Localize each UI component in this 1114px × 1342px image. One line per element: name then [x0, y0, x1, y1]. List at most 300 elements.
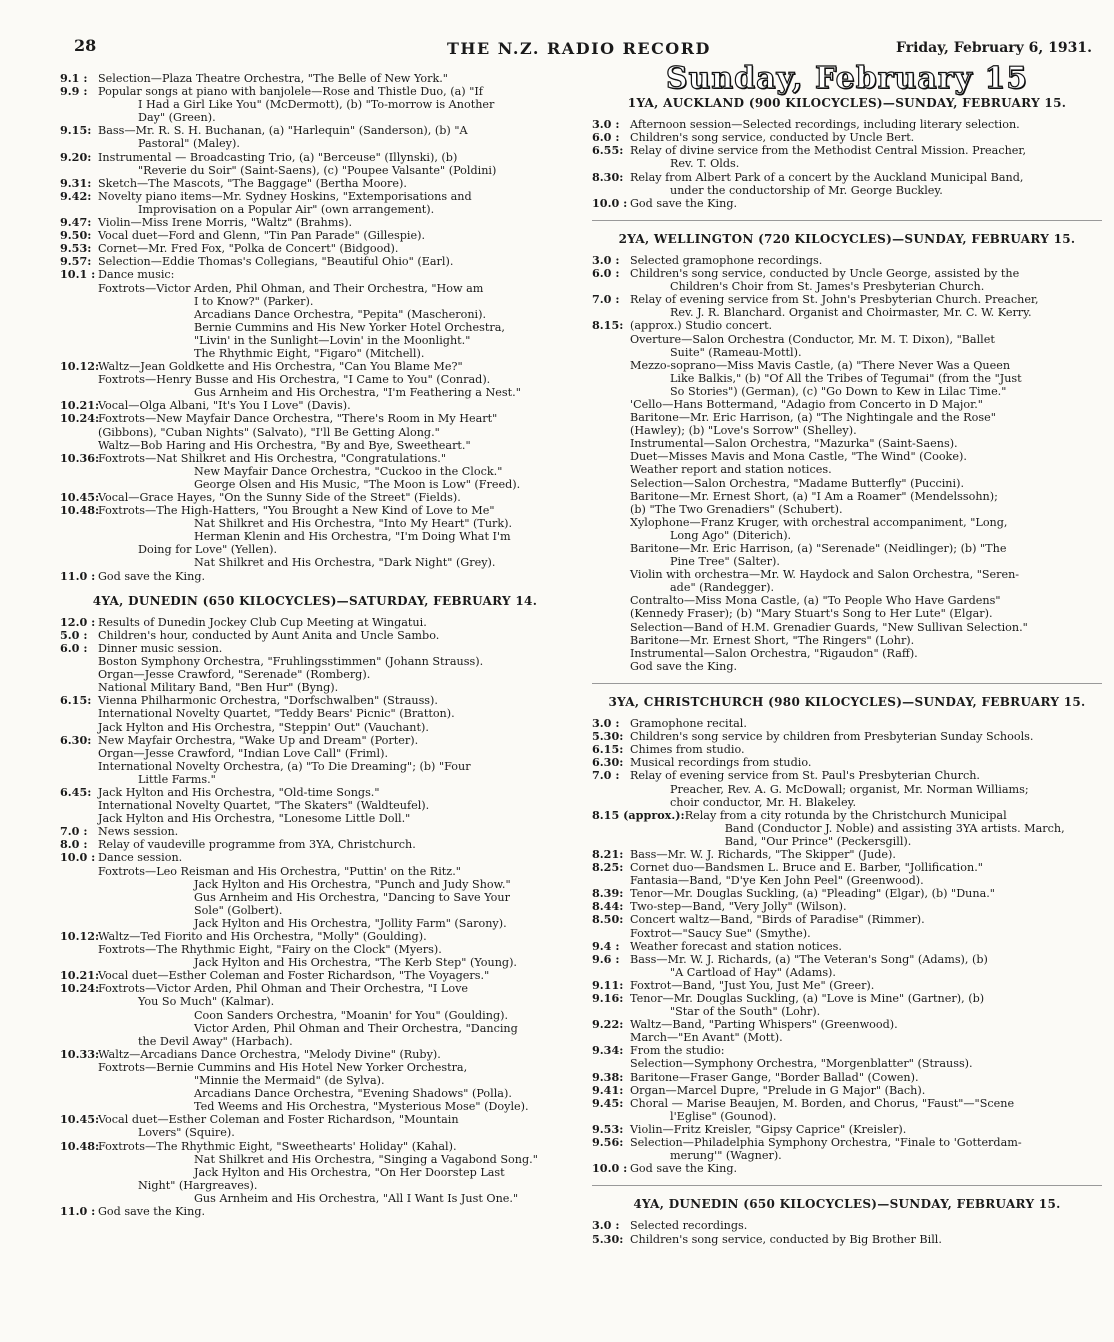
- schedule-entry: [60, 930, 570, 969]
- entry-time: 6.0 :: [592, 266, 620, 281]
- entry-line: Duet—Misses Mavis and Mona Castle, "The Wind" (Cooke).: [630, 450, 967, 464]
- entry-line: (Hawley); (b) "Love's Sorrow" (Shelley).: [630, 424, 857, 438]
- schedule-entry: [60, 1205, 570, 1218]
- entry-line: Musical recordings from studio.: [630, 756, 812, 770]
- schedule-entry: [592, 769, 1102, 808]
- entry-line: Waltz—Band, "Parting Whispers" (Greenwood).: [630, 1018, 898, 1032]
- entry-line: Vocal duet—Ford and Glenn, "Tin Pan Parade" (Gillespie).: [98, 229, 426, 243]
- entry-line: National Military Band, "Ben Hur" (Byng).: [98, 681, 339, 695]
- entry-line: Foxtrots—The Rhythmic Eight, "Sweethearts' Holiday" (Kahal).: [98, 1139, 457, 1153]
- entry-line: Children's song service, conducted by Big Brother Bill.: [630, 1232, 942, 1246]
- entry-line: Victor Arden, Phil Ohman and Their Orchestra, "Dancing: [194, 1021, 518, 1035]
- entry-line: Concert waltz—Band, "Birds of Paradise" (Rimmer).: [630, 913, 925, 927]
- entry-time: 5.30:: [592, 1231, 624, 1246]
- entry-time: 10.0 :: [592, 1161, 628, 1176]
- entry-line: Pastoral" (Maley).: [138, 137, 240, 151]
- schedule-entry: [592, 144, 1102, 170]
- schedule-entry: [592, 197, 1102, 210]
- entry-time: 10.48:: [60, 1138, 100, 1153]
- entry-line: Foxtrot—Band, "Just You, Just Me" (Greer).: [630, 978, 875, 992]
- entry-line: Waltz—Ted Fiorito and His Orchestra, "Molly" (Goulding).: [98, 930, 427, 943]
- entry-line: Foxtrot—"Saucy Sue" (Smythe).: [630, 926, 811, 940]
- entry-time: 3.0 :: [592, 716, 620, 731]
- entry-line: Selection—Plaza Theatre Orchestra, "The Belle of New York.": [98, 72, 448, 85]
- entry-line: Rev. T. Olds.: [670, 157, 740, 171]
- schedule-entry: [592, 887, 1102, 900]
- schedule-entry: [60, 1140, 570, 1205]
- entry-line: Jack Hylton and His Orchestra, "Lonesome Little Doll.": [98, 812, 411, 826]
- section-divider: [592, 1185, 1102, 1186]
- entry-line: Children's song service, conducted by Uncle Bert.: [630, 131, 915, 145]
- entry-time: 10.21:: [60, 398, 100, 413]
- entry-line: merung'" (Wagner).: [670, 1149, 782, 1163]
- entry-line: Baritone—Mr. Eric Harrison, (a) "Serenade" (Neidlinger); (b) "The: [630, 542, 1007, 555]
- schedule-entry: [592, 131, 1102, 144]
- entry-line: Organ—Marcel Dupre, "Prelude in G Major" (Bach).: [630, 1083, 926, 1097]
- entry-time: 6.30:: [592, 755, 624, 770]
- schedule-entry: [60, 825, 570, 838]
- entry-line: Suite" (Rameau-Mottl).: [670, 345, 802, 359]
- entry-line: Vocal—Olga Albani, "It's You I Love" (Davis).: [98, 399, 351, 413]
- entry-time: 6.30:: [60, 732, 92, 747]
- issue-date: Friday, February 6, 1931.: [896, 40, 1092, 56]
- entry-line: Mezzo-soprano—Miss Mavis Castle, (a) "There Never Was a Queen: [630, 358, 1011, 372]
- entry-time: 9.45:: [592, 1095, 624, 1110]
- entry-line: Vocal duet—Esther Coleman and Foster Richardson, "The Voyagers.": [98, 969, 490, 983]
- schedule-entry: [592, 730, 1102, 743]
- entry-time: 12.0 :: [60, 614, 96, 629]
- entry-line: Waltz—Arcadians Dance Orchestra, "Melody Divine" (Ruby).: [98, 1047, 441, 1061]
- schedule-entry: [592, 743, 1102, 756]
- schedule-entry: [60, 982, 570, 1047]
- schedule-entry: [592, 1123, 1102, 1136]
- entry-time: 9.53:: [592, 1121, 624, 1136]
- entry-time: 6.15:: [60, 693, 92, 708]
- schedule-entry: [60, 72, 570, 85]
- schedule-entry: [60, 504, 570, 569]
- entry-time: 10.0 :: [592, 195, 628, 210]
- schedule-entry: [60, 642, 570, 694]
- entry-line: Foxtrots—New Mayfair Dance Orchestra, "There's Room in My Heart": [98, 412, 498, 426]
- schedule-entry: [60, 570, 570, 583]
- entry-line: Selected recordings.: [630, 1219, 748, 1233]
- entry-line: Night" (Hargreaves).: [138, 1178, 258, 1192]
- schedule-entry: [60, 694, 570, 733]
- entry-line: Jack Hylton and His Orchestra, "Jollity Farm" (Sarony).: [194, 916, 507, 930]
- schedule-entry: [60, 399, 570, 412]
- entry-line: Vocal—Grace Hayes, "On the Sunny Side of the Street" (Fields).: [98, 491, 461, 504]
- entry-line: Foxtrots—Victor Arden, Phil Ohman and Their Orchestra, "I Love: [98, 982, 469, 996]
- entry-line: Children's hour, conducted by Aunt Anita and Uncle Sambo.: [98, 628, 440, 642]
- entry-line: Pine Tree" (Salter).: [670, 555, 780, 569]
- schedule-entry: [60, 1048, 570, 1113]
- entry-line: Two-step—Band, "Very Jolly" (Wilson).: [630, 900, 847, 914]
- entry-time: 6.55:: [592, 143, 624, 158]
- entry-line: Foxtrots—The Rhythmic Eight, "Fairy on the Clock" (Myers).: [98, 943, 442, 957]
- entry-line: under the conductorship of Mr. George Buckley.: [670, 183, 943, 197]
- entry-time: 7.0 :: [592, 768, 620, 783]
- station-schedule: [592, 717, 1102, 1175]
- entry-line: Jack Hylton and His Orchestra, "The Kerb Step" (Young).: [194, 956, 517, 970]
- schedule-entry: [592, 809, 1102, 848]
- entry-line: Relay from Albert Park of a concert by the Auckland Municipal Band,: [630, 170, 1024, 184]
- entry-time: 9.56:: [592, 1135, 624, 1150]
- schedule-entry: [592, 848, 1102, 861]
- entry-line: Waltz—Bob Haring and His Orchestra, "By and Bye, Sweetheart.": [98, 438, 471, 452]
- entry-time: 8.44:: [592, 899, 624, 914]
- schedule-entry: [60, 969, 570, 982]
- entry-time: 9.50:: [60, 228, 92, 243]
- schedule-entry: [60, 124, 570, 150]
- entry-line: Bernie Cummins and His New Yorker Hotel Orchestra,: [194, 320, 505, 334]
- entry-time: 6.45:: [60, 784, 92, 799]
- left-schedule: [60, 72, 570, 583]
- entry-line: Jack Hylton and His Orchestra, "On Her Doorstep Last: [194, 1165, 505, 1179]
- entry-line: March—"En Avant" (Mott).: [630, 1031, 783, 1045]
- entry-line: Bass—Mr. W. J. Richards, "The Skipper" (Jude).: [630, 847, 896, 861]
- entry-line: "Livin' in the Sunlight—Lovin' in the Moonlight.": [194, 333, 471, 347]
- schedule-entry: [592, 953, 1102, 979]
- entry-line: You So Much" (Kalmar).: [138, 995, 275, 1009]
- entry-time: 9.53:: [60, 241, 92, 256]
- entry-line: Sketch—The Mascots, "The Baggage" (Bertha Moore).: [98, 176, 407, 190]
- entry-time: 9.41:: [592, 1082, 624, 1097]
- entry-time: 8.25:: [592, 860, 624, 875]
- station-schedule: [592, 254, 1102, 673]
- schedule-entry: [592, 979, 1102, 992]
- page-number: 28: [74, 36, 97, 55]
- entry-time: 8.15:: [592, 318, 624, 333]
- entry-line: Weather report and station notices.: [630, 463, 832, 477]
- entry-time: 9.9 :: [60, 84, 88, 99]
- entry-line: Nat Shilkret and His Orchestra, "Dark Night" (Grey).: [194, 556, 496, 570]
- entry-line: New Mayfair Dance Orchestra, "Cuckoo in the Clock.": [194, 464, 503, 478]
- entry-line: "Minnie the Mermaid" (de Sylva).: [194, 1074, 385, 1088]
- entry-line: Vienna Philharmonic Orchestra, "Dorfschwalben" (Strauss).: [98, 694, 438, 708]
- entry-line: Selected gramophone recordings.: [630, 253, 823, 267]
- schedule-entry: [60, 851, 570, 930]
- entry-time: 3.0 :: [592, 1218, 620, 1233]
- entry-line: Relay of divine service from the Methodist Central Mission. Preacher,: [630, 144, 1027, 158]
- entry-line: Contralto—Miss Mona Castle, (a) "To People Who Have Gardens": [630, 594, 1001, 608]
- schedule-entry: [60, 616, 570, 629]
- entry-line: From the studio:: [630, 1044, 725, 1058]
- entry-line: "Star of the South" (Lohr).: [670, 1005, 821, 1019]
- entry-line: Herman Klenin and His Orchestra, "I'm Doing What I'm: [194, 530, 511, 544]
- entry-line: Rev. J. R. Blanchard. Organist and Choirmaster, Mr. C. W. Kerry.: [670, 306, 1032, 320]
- schedule-entry: [60, 85, 570, 124]
- entry-line: Baritone—Fraser Gange, "Border Ballad" (Cowen).: [630, 1070, 919, 1084]
- entry-line: Improvisation on a Popular Air" (own arrangement).: [138, 202, 435, 216]
- entry-time: 7.0 :: [592, 292, 620, 307]
- entry-line: God save the King.: [630, 1162, 738, 1176]
- entry-time: 5.0 :: [60, 627, 88, 642]
- schedule-entry: [60, 190, 570, 216]
- schedule-entry: [592, 293, 1102, 319]
- entry-line: Selection—Philadelphia Symphony Orchestra, "Finale to 'Gotterdam-: [630, 1136, 1022, 1150]
- entry-time: 10.33:: [60, 1046, 100, 1061]
- section-divider: [592, 683, 1102, 684]
- entry-line: Dance music:: [98, 268, 175, 282]
- schedule-entry: [592, 267, 1102, 293]
- entry-line: Cornet—Mr. Fred Fox, "Polka de Concert" (Bidgood).: [98, 242, 399, 256]
- schedule-entry: [592, 861, 1102, 887]
- entry-time: 6.0 :: [60, 640, 88, 655]
- entry-line: Baritone—Mr. Ernest Short, (a) "I Am a Roamer" (Mendelssohn);: [630, 489, 998, 503]
- entry-line: Like Balkis," (b) "Of All the Tribes of Tegumai" (from the "Just: [670, 371, 1022, 385]
- entry-line: (Gibbons), "Cuban Nights" (Salvato), "I'll Be Getting Along.": [98, 425, 440, 439]
- entry-line: Jack Hylton and His Orchestra, "Old-time Songs.": [98, 785, 380, 799]
- entry-line: Baritone—Mr. Eric Harrison, (a) "The Nightingale and the Rose": [630, 411, 996, 425]
- entry-time: 10.45:: [60, 1112, 100, 1127]
- entry-time: 9.31:: [60, 175, 92, 190]
- section-heading: 3YA, CHRISTCHURCH (980 KILOCYCLES)—SUNDAY, FEBRUARY 15.: [608, 694, 1086, 709]
- entry-line: Foxtrots—Nat Shilkret and His Orchestra, "Congratulations.": [98, 451, 446, 465]
- entry-line: ade" (Randegger).: [670, 581, 775, 595]
- entry-line: Organ—Jesse Crawford, "Serenade" (Romberg).: [98, 668, 371, 682]
- section-heading: 4YA, DUNEDIN (650 KILOCYCLES)—SATURDAY, FEBRUARY 14.: [92, 593, 538, 608]
- schedule-entry: [60, 629, 570, 642]
- entry-time: 9.1 :: [60, 71, 88, 85]
- entry-line: Nat Shilkret and His Orchestra, "Into My Heart" (Turk).: [194, 517, 513, 531]
- entry-line: Violin with orchestra—Mr. W. Haydock and Salon Orchestra, "Seren-: [630, 568, 1020, 582]
- entry-line: News session.: [98, 825, 179, 839]
- schedule-entry: [592, 992, 1102, 1018]
- station-schedule: [592, 118, 1102, 210]
- station-schedule: [592, 1219, 1102, 1245]
- entry-line: choir conductor, Mr. H. Blakeley.: [670, 795, 856, 809]
- schedule-entry: [592, 756, 1102, 769]
- entry-time: 10.24:: [60, 411, 100, 426]
- entry-line: I Had a Girl Like You" (McDermott), (b) "To-morrow is Another: [138, 98, 495, 112]
- entry-line: Sole" (Golbert).: [194, 903, 283, 917]
- right-column: [592, 61, 1102, 1246]
- schedule-entry: [592, 1219, 1102, 1232]
- entry-line: Baritone—Mr. Ernest Short, "The Ringers" (Lohr).: [630, 633, 915, 647]
- entry-line: Boston Symphony Orchestra, "Fruhlingsstimmen" (Johann Strauss).: [98, 655, 484, 669]
- entry-line: Results of Dunedin Jockey Club Cup Meeting at Wingatui.: [98, 615, 427, 629]
- entry-line: Little Farms.": [138, 772, 216, 786]
- entry-line: Selection—Symphony Orchestra, "Morgenblatter" (Strauss).: [630, 1057, 973, 1071]
- entry-time: 10.1 :: [60, 267, 96, 282]
- schedule-entry: [592, 1097, 1102, 1123]
- entry-time: 9.34:: [592, 1043, 624, 1058]
- entry-line: Gus Arnheim and His Orchestra, "All I Want Is Just One.": [194, 1191, 519, 1205]
- schedule-entry: [60, 177, 570, 190]
- entry-time: 9.38:: [592, 1069, 624, 1084]
- entry-line: Ted Weems and His Orchestra, "Mysterious Mose" (Doyle).: [194, 1100, 529, 1114]
- schedule-entry: [592, 1044, 1102, 1070]
- section-heading: 1YA, AUCKLAND (900 KILOCYCLES)—SUNDAY, FEBRUARY 15.: [627, 96, 1067, 111]
- entry-line: God save the King.: [630, 196, 738, 210]
- entry-time: 10.12:: [60, 359, 100, 374]
- entry-time: 11.0 :: [60, 1203, 96, 1218]
- section-divider: [592, 220, 1102, 221]
- entry-time: 9.4 :: [592, 938, 620, 953]
- schedule-entry: [592, 940, 1102, 953]
- schedule-entry: [592, 1162, 1102, 1175]
- schedule-entry: [60, 1113, 570, 1139]
- entry-line: Relay from a city rotunda by the Christchurch Municipal: [684, 808, 1007, 822]
- page-header: [62, 36, 1092, 64]
- entry-line: Organ—Jesse Crawford, "Indian Love Call" (Friml).: [98, 746, 389, 760]
- entry-line: Gus Arnheim and His Orchestra, "I'm Feathering a Nest.": [194, 386, 521, 400]
- entry-line: Arcadians Dance Orchestra, "Evening Shadows" (Polla).: [194, 1087, 512, 1101]
- entry-time: 9.11:: [592, 977, 624, 992]
- entry-time: 5.30:: [592, 729, 624, 744]
- entry-time: 6.0 :: [592, 130, 620, 145]
- schedule-entry: [60, 255, 570, 268]
- entry-time: 8.50:: [592, 912, 624, 927]
- entry-line: Band, "Our Prince" (Peckersgill).: [724, 834, 912, 848]
- entry-time: 8.0 :: [60, 837, 88, 852]
- schedule-entry: [60, 452, 570, 491]
- entry-time: 9.47:: [60, 215, 92, 230]
- entry-time: 9.15:: [60, 123, 92, 138]
- entry-time: 8.21:: [592, 846, 624, 861]
- entry-line: (approx.) Studio concert.: [630, 319, 773, 333]
- entry-line: Instrumental — Broadcasting Trio, (a) "Berceuse" (Illynski), (b): [98, 150, 458, 164]
- entry-line: International Novelty Quartet, "The Skaters" (Waldteufel).: [98, 799, 430, 813]
- entry-line: Dinner music session.: [98, 641, 223, 655]
- schedule-entry: [592, 717, 1102, 730]
- entry-line: Day" (Green).: [138, 111, 216, 125]
- entry-time: 7.0 :: [60, 824, 88, 839]
- entry-line: Long Ago" (Diterich).: [670, 528, 792, 542]
- entry-line: Bass—Mr. R. S. H. Buchanan, (a) "Harlequin" (Sanderson), (b) "A: [98, 124, 468, 138]
- entry-line: Selection—Salon Orchestra, "Madame Butterfly" (Puccini).: [630, 476, 965, 490]
- entry-line: the Devil Away" (Harbach).: [138, 1034, 293, 1048]
- entry-line: Waltz—Jean Goldkette and His Orchestra, "Can You Blame Me?": [98, 360, 463, 374]
- entry-line: Jack Hylton and His Orchestra, "Punch and Judy Show.": [194, 877, 511, 891]
- entry-line: Relay of vaudeville programme from 3YA, Christchurch.: [98, 838, 416, 852]
- entry-line: Children's Choir from St. James's Presbyterian Church.: [670, 280, 985, 294]
- entry-line: Relay of evening service from St. Paul's Presbyterian Church.: [630, 769, 980, 783]
- entry-line: Xylophone—Franz Kruger, with orchestral accompaniment, "Long,: [630, 515, 1008, 529]
- entry-line: Vocal duet—Esther Coleman and Foster Richardson, "Mountain: [98, 1113, 459, 1127]
- schedule-entry: [592, 1071, 1102, 1084]
- schedule-entry: [60, 838, 570, 851]
- schedule-entry: [60, 242, 570, 255]
- entry-line: Preacher, Rev. A. G. McDowall; organist, Mr. Norman Williams;: [670, 782, 1029, 796]
- entry-time: 9.6 :: [592, 951, 620, 966]
- sunday-schedules: [592, 97, 1102, 1246]
- entry-line: Novelty piano items—Mr. Sydney Hoskins, "Extemporisations and: [98, 189, 472, 203]
- schedule-entry: [60, 412, 570, 451]
- entry-line: God save the King.: [630, 659, 738, 673]
- entry-line: Lovers" (Squire).: [138, 1126, 235, 1140]
- schedule-entry: [592, 171, 1102, 197]
- entry-line: Instrumental—Salon Orchestra, "Rigaudon" (Raff).: [630, 646, 918, 660]
- entry-line: Children's song service by children from Presbyterian Sunday Schools.: [630, 730, 1034, 744]
- entry-line: New Mayfair Orchestra, "Wake Up and Dream" (Porter).: [98, 733, 419, 747]
- entry-time: 9.57:: [60, 254, 92, 269]
- entry-line: Foxtrots—Leo Reisman and His Orchestra, "Puttin' on the Ritz.": [98, 864, 461, 878]
- dunedin-saturday-schedule: [60, 616, 570, 1218]
- entry-line: Children's song service, conducted by Uncle George, assisted by the: [630, 267, 1020, 281]
- entry-time: 9.20:: [60, 149, 92, 164]
- entry-time: 8.15 (approx.):: [592, 807, 685, 822]
- entry-line: Instrumental—Salon Orchestra, "Mazurka" (Saint-Saens).: [630, 437, 958, 451]
- entry-time: 3.0 :: [592, 252, 620, 267]
- entry-line: Selection—Band of H.M. Grenadier Guards, "New Sullivan Selection.": [630, 620, 1028, 634]
- entry-time: 10.21:: [60, 968, 100, 983]
- entry-time: 3.0 :: [592, 117, 620, 132]
- entry-time: 10.48:: [60, 503, 100, 518]
- left-column: [60, 72, 570, 1218]
- entry-time: 8.39:: [592, 886, 624, 901]
- schedule-entry: [60, 216, 570, 229]
- entry-line: Foxtrots—Bernie Cummins and His Hotel New Yorker Orchestra,: [98, 1060, 468, 1074]
- entry-line: Nat Shilkret and His Orchestra, "Singing a Vagabond Song.": [194, 1152, 538, 1166]
- schedule-entry: [592, 1084, 1102, 1097]
- entry-time: 6.15:: [592, 742, 624, 757]
- entry-line: "Reverie du Soir" (Saint-Saens), (c) "Poupee Valsante" (Poldini): [138, 163, 497, 177]
- entry-line: God save the King.: [98, 1204, 206, 1218]
- entry-line: Foxtrots—Henry Busse and His Orchestra, "I Came to You" (Conrad).: [98, 373, 491, 387]
- schedule-entry: [60, 491, 570, 504]
- entry-line: Doing for Love" (Yellen).: [138, 543, 278, 557]
- entry-time: 11.0 :: [60, 568, 96, 583]
- entry-line: Violin—Miss Irene Morris, "Waltz" (Brahms).: [98, 216, 352, 230]
- entry-time: 9.42:: [60, 188, 92, 203]
- entry-line: Jack Hylton and His Orchestra, "Steppin' Out" (Vauchant).: [98, 720, 429, 734]
- entry-time: 10.45:: [60, 490, 100, 504]
- section-heading: 4YA, DUNEDIN (650 KILOCYCLES)—SUNDAY, FEBRUARY 15.: [633, 1197, 1061, 1212]
- entry-line: (b) "The Two Grenadiers" (Schubert).: [630, 502, 843, 516]
- entry-line: Relay of evening service from St. John's Presbyterian Church. Preacher,: [630, 293, 1039, 307]
- entry-line: Selection—Eddie Thomas's Collegians, "Beautiful Ohio" (Earl).: [98, 255, 454, 269]
- entry-line: Band (Conductor J. Noble) and assisting 3YA artists. March,: [724, 821, 1065, 835]
- entry-time: 10.0 :: [60, 850, 96, 865]
- entry-line: Gus Arnheim and His Orchestra, "Dancing to Save Your: [194, 890, 510, 904]
- schedule-entry: [592, 913, 1102, 939]
- entry-line: Bass—Mr. W. J. Richards, (a) "The Veteran's Song" (Adams), (b): [630, 952, 988, 966]
- schedule-entry: [60, 229, 570, 242]
- entry-line: Violin—Fritz Kreisler, "Gipsy Caprice" (Kreisler).: [630, 1122, 907, 1136]
- entry-line: Popular songs at piano with banjolele—Rose and Thistle Duo, (a) "If: [98, 85, 483, 99]
- schedule-entry: [592, 1233, 1102, 1246]
- entry-line: Chimes from studio.: [630, 743, 745, 757]
- entry-line: Foxtrots—The High-Hatters, "You Brought a New Kind of Love to Me": [98, 504, 495, 518]
- schedule-entry: [592, 1018, 1102, 1044]
- entry-line: International Novelty Quartet, "Teddy Bears' Picnic" (Bratton).: [98, 707, 455, 721]
- entry-line: Choral — Marise Beaujen, M. Borden, and Chorus, "Faust"—"Scene: [630, 1096, 1015, 1110]
- schedule-entry: [592, 118, 1102, 131]
- schedule-entry: [60, 151, 570, 177]
- day-title: Sunday, February 15: [665, 61, 1029, 96]
- publication-title: THE N.Z. RADIO RECORD: [447, 39, 711, 58]
- entry-line: So Stories") (German), (c) "Go Down to Kew in Lilac Time.": [670, 384, 1007, 398]
- entry-time: 8.30:: [592, 169, 624, 184]
- schedule-entry: [592, 900, 1102, 913]
- entry-line: Tenor—Mr. Douglas Suckling, (a) "Love is Mine" (Gartner), (b): [630, 992, 985, 1005]
- schedule-entry: [60, 786, 570, 825]
- entry-line: Fantasia—Band, "D'ye Ken John Peel" (Greenwood).: [630, 874, 924, 888]
- entry-time: 9.16:: [592, 991, 624, 1005]
- entry-line: God save the King.: [98, 569, 206, 583]
- entry-line: Dance session.: [98, 851, 183, 865]
- entry-line: International Novelty Orchestra, (a) "To Die Dreaming"; (b) "Four: [98, 759, 471, 773]
- schedule-entry: [60, 734, 570, 786]
- schedule-entry: [592, 319, 1102, 673]
- entry-line: George Olsen and His Music, "The Moon is Low" (Freed).: [194, 477, 521, 491]
- entry-line: Arcadians Dance Orchestra, "Pepita" (Mascheroni).: [194, 307, 487, 321]
- entry-time: 10.36:: [60, 450, 100, 465]
- schedule-entry: [60, 268, 570, 360]
- entry-time: 9.22:: [592, 1017, 624, 1032]
- entry-time: 10.12:: [60, 929, 100, 943]
